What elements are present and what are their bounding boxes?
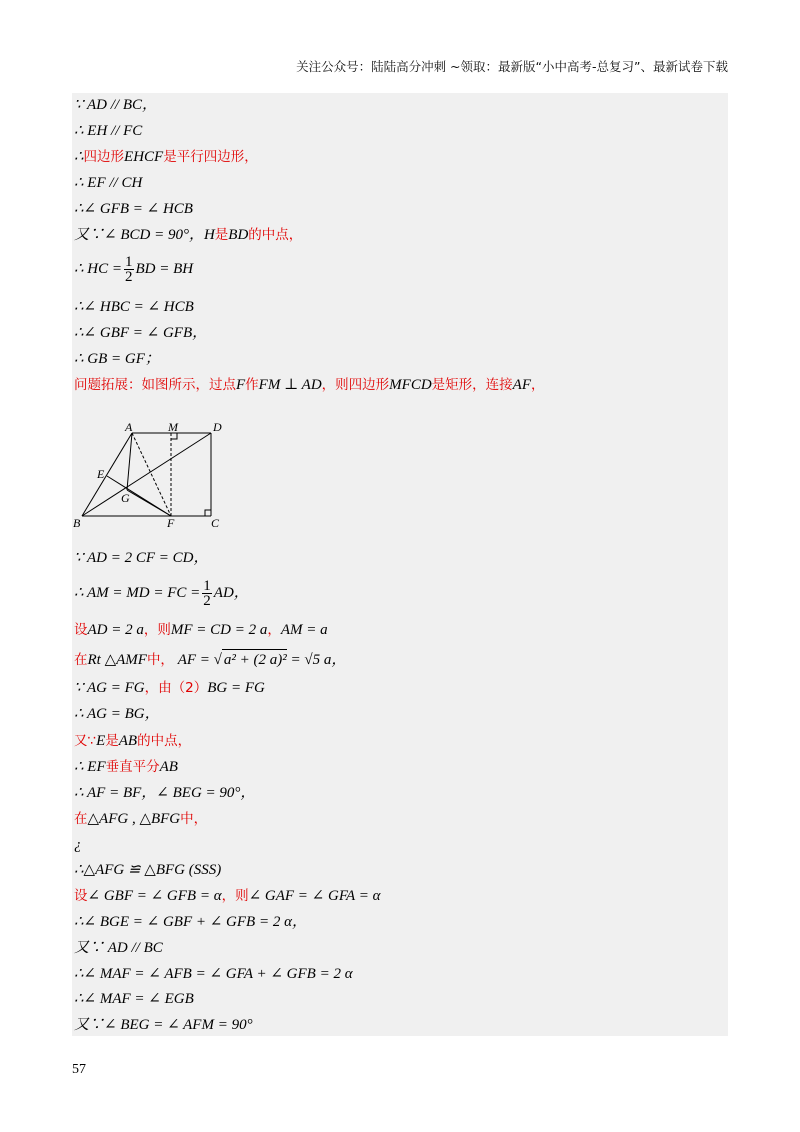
solution-line: ∴∠ MAF = ∠ EGB (74, 991, 194, 1007)
label-e: E (97, 467, 105, 481)
solution-line: ∴∠ GBF = ∠ GFB， (74, 325, 208, 341)
solution-line: 问题拓展：如图所示，过点F作FM ⊥ AD，则四边形MFCD是矩形，连接AF， (74, 377, 545, 393)
fraction: $\frac{1}{2}$ (203, 578, 211, 610)
solution-line: ∴∠ MAF = ∠ AFB = ∠ GFA + ∠ GFB = 2 α (74, 966, 353, 982)
label-a: A (125, 420, 133, 434)
solution-line: 在Rt △AMF中， AF = √ a² + (2 a)² = √5 a， (74, 649, 346, 670)
solution-line: ∴四边形EHCF是平行四边形， (74, 149, 258, 165)
page-number: 57 (72, 1062, 86, 1077)
label-b: B (73, 516, 81, 530)
solution-line: 在△AFG , △BFG中， (74, 811, 208, 827)
solution-line: ¿ (74, 837, 82, 853)
solution-line: 设∠ GBF = ∠ GFB = α，则∠ GAF = ∠ GFA = α (74, 888, 381, 904)
solution-line: ∵ AG = FG，由（2）BG = FG (74, 680, 265, 696)
solution-line: 又∵∠ BEG = ∠ AFM = 90° (74, 1017, 253, 1033)
page-header: 关注公众号：陆陆高分冲刺 ~领取：最新版“小中高考-总复习”、最新试卷下载 (296, 59, 728, 74)
geometry-diagram (72, 420, 232, 530)
label-f: F (167, 516, 175, 530)
label-g: G (121, 491, 130, 505)
fraction: $\frac{1}{2}$ (125, 254, 133, 286)
solution-content (72, 93, 728, 1036)
solution-line: 又∵ AD // BC (74, 940, 163, 956)
label-c: C (211, 516, 220, 530)
solution-line: ∴ EH // FC (74, 123, 143, 139)
label-m: M (168, 420, 178, 434)
solution-line: ∴ GB = GF； (74, 351, 160, 367)
segment-ag (127, 433, 132, 490)
solution-line: ∴ AG = BG， (74, 706, 160, 722)
solution-line: ∴∠ BGE = ∠ GBF + ∠ GFB = 2 α， (74, 914, 307, 930)
solution-line: ∵ AD // BC， (74, 97, 158, 113)
solution-line: ∴ EF // CH (74, 175, 143, 191)
solution-line: ∴ EF垂直平分AB (74, 759, 178, 775)
solution-line: ∴ AF = BF，∠ BEG = 90°， (74, 785, 256, 801)
solution-line: ∴ HC = $\frac{1}{2}$ BD = BH (74, 254, 194, 286)
solution-line: ∴∠ HBC = ∠ HCB (74, 299, 194, 315)
solution-line: 又∵∠ BCD = 90°，H是BD的中点， (74, 227, 303, 243)
solution-line: 设AD = 2 a，则MF = CD = 2 a，AM = a (74, 622, 328, 638)
solution-line: 又∵E是AB的中点， (74, 733, 192, 749)
solution-line: ∴ AM = MD = FC = $\frac{1}{2}$ AD， (74, 578, 249, 610)
solution-line: ∴△AFG ≌ △BFG (SSS) (74, 862, 222, 878)
label-d: D (213, 420, 222, 434)
solution-line: ∴∠ GFB = ∠ HCB (74, 201, 193, 217)
solution-line: ∵ AD = 2 CF = CD， (74, 550, 209, 566)
